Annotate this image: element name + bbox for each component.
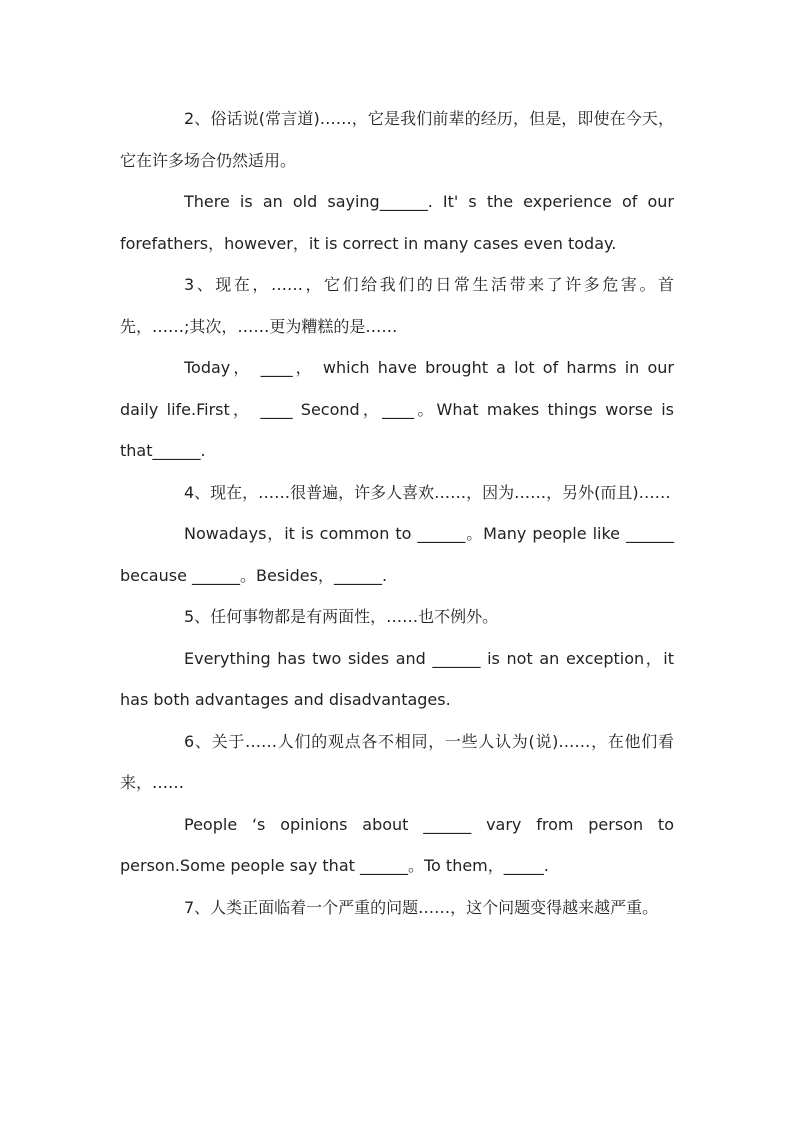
paragraph-4-chinese: 4、现在，……很普遍，许多人喜欢……，因为……，另外(而且)…… (184, 482, 671, 502)
document-body (120, 98, 674, 928)
paragraph-4-english: Nowadays，it is common to ______。Many people like ______ because ______。Besides，______. (120, 524, 674, 585)
paragraph-7-chinese: 7、人类正面临着一个严重的问题……，这个问题变得越来越严重。 (184, 897, 659, 917)
paragraph-2-chinese: 2、俗话说(常言道)……，它是我们前辈的经历，但是，即使在今天，它在许多场合仍然适用。 (120, 109, 674, 170)
paragraph-3-chinese: 3、现在，……，它们给我们的日常生活带来了许多危害。首先，……;其次，……更为糟糕的是…… (120, 275, 674, 336)
paragraph-6-english: People ‘s opinions about ______ vary from person to person.Some people say that ______。To them，_____. (120, 814, 674, 875)
paragraph-3-english: Today， ____， which have brought a lot of harms in our daily life.First， ____ Second，____。What makes things worse is that______. (120, 358, 674, 460)
paragraph-6-chinese: 6、关于……人们的观点各不相同，一些人认为(说)……，在他们看来，…… (120, 731, 674, 792)
paragraph-2-english: There is an old saying______. It' s the experience of our forefathers，however，it is correct in many cases even today. (120, 192, 674, 253)
paragraph-5-english: Everything has two sides and ______ is not an exception，it has both advantages and disadvantages. (120, 648, 674, 709)
paragraph-5-chinese: 5、任何事物都是有两面性，……也不例外。 (184, 607, 499, 626)
